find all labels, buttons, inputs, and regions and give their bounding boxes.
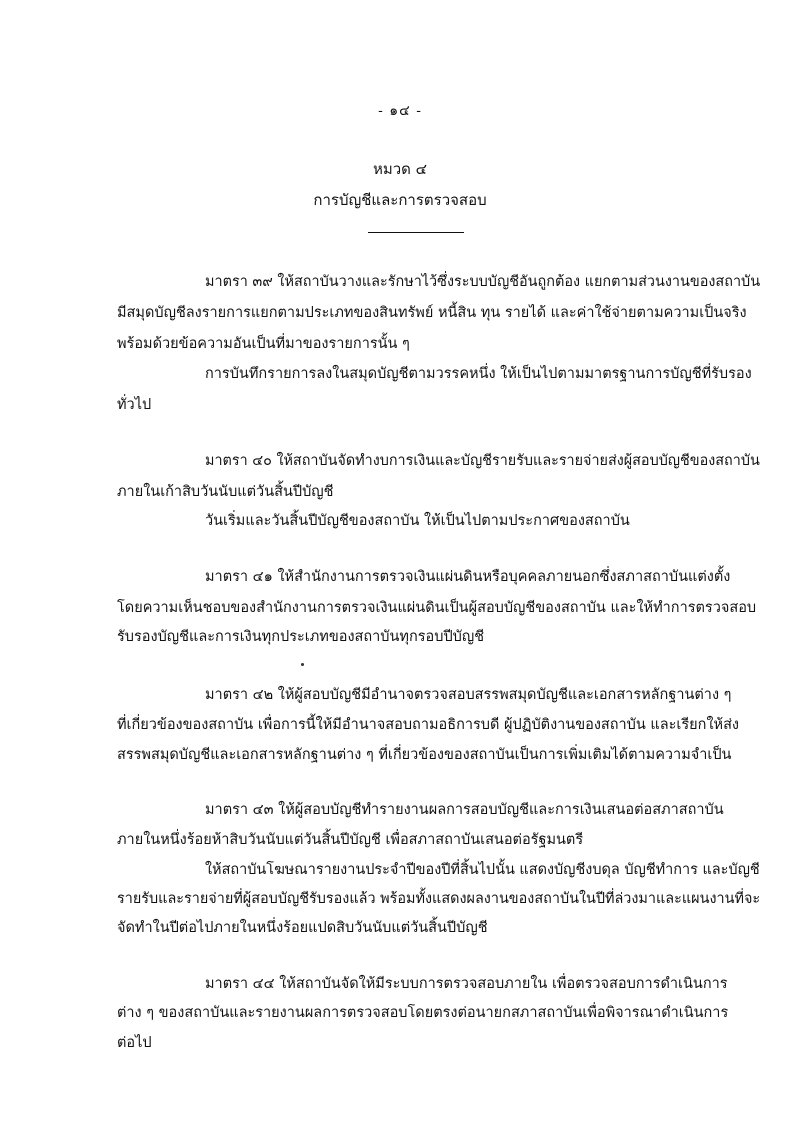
section-39-line-2: มีสมุดบัญชีลงรายการแยกตามประเภทของสินทรัพย์ หนี้สิน ทุน รายได้ และค่าใช้จ่ายตามความเป็นจริง — [117, 305, 747, 321]
section-40-line-3: วันเริ่มและวันสิ้นปีบัญชีของสถาบัน ให้เป็นไปตามประกาศของสถาบัน — [205, 513, 630, 529]
section-44-line-1: มาตรา ๔๔ ให้สถาบันจัดให้มีระบบการตรวจสอบภายใน เพื่อตรวจสอบการดำเนินการ — [205, 976, 728, 992]
section-42-line-2: ที่เกี่ยวข้องของสถาบัน เพื่อการนี้ให้มีอำนาจสอบถามอธิการบดี ผู้ปฏิบัติงานของสถาบัน และเรียกให้ส่ง — [117, 717, 740, 733]
section-41-line-1: มาตรา ๔๑ ให้สำนักงานการตรวจเงินแผ่นดินหรือบุคคลภายนอกซึ่งสภาสถาบันแต่งตั้ง — [205, 569, 731, 585]
section-43-line-3: ให้สถาบันโฆษณารายงานประจำปีของปีที่สิ้นไปนั้น แสดงบัญชีงบดุล บัญชีทำการ และบัญชี — [205, 862, 760, 878]
section-43-line-2: ภายในหนึ่งร้อยห้าสิบวันนับแต่วันสิ้นปีบัญชี เพื่อสภาสถาบันเสนอต่อรัฐมนตรี — [117, 832, 584, 848]
section-39-line-1: มาตรา ๓๙ ให้สถาบันวางและรักษาไว้ซึ่งระบบบัญชีอันถูกต้อง แยกตามส่วนงานของสถาบัน — [205, 274, 761, 290]
chapter-title: การบัญชีและการตรวจสอบ — [313, 191, 487, 209]
section-42-line-1: มาตรา ๔๒ ให้ผู้สอบบัญชีมีอำนาจตรวจสอบสรรพสมุดบัญชีและเอกสารหลักฐานต่าง ๆ — [205, 687, 732, 703]
section-40-line-2: ภายในเก้าสิบวันนับแต่วันสิ้นปีบัญชี — [117, 484, 334, 500]
title-underline — [368, 232, 464, 233]
section-43-line-4: รายรับและรายจ่ายที่ผู้สอบบัญชีรับรองแล้ว พร้อมทั้งแสดงผลงานของสถาบันในปีที่ล่วงมาและแผนงานที่จะ — [117, 891, 761, 907]
section-44-line-3: ต่อไป — [117, 1035, 152, 1051]
section-39-line-3: พร้อมด้วยข้อความอันเป็นที่มาของรายการนั้น ๆ — [117, 336, 410, 352]
section-39-line-4: การบันทึกรายการลงในสมุดบัญชีตามวรรคหนึ่ง ให้เป็นไปตามมาตรฐานการบัญชีที่รับรอง — [205, 366, 752, 382]
section-41-line-3: รับรองบัญชีและการเงินทุกประเภทของสถาบันทุกรอบปีบัญชี — [117, 629, 485, 645]
section-41-line-2: โดยความเห็นชอบของสำนักงานการตรวจเงินแผ่นดินเป็นผู้สอบบัญชีของสถาบัน และให้ทำการตรวจสอบ — [117, 600, 757, 616]
section-43-line-5: จัดทำในปีต่อไปภายในหนึ่งร้อยแปดสิบวันนับแต่วันสิ้นปีบัญชี — [117, 920, 488, 936]
section-39-line-5: ทั่วไป — [117, 397, 152, 413]
section-42-line-3: สรรพสมุดบัญชีและเอกสารหลักฐานต่าง ๆ ที่เกี่ยวข้องของสถาบันเป็นการเพิ่มเติมได้ตามความจำเป็น — [117, 747, 732, 763]
speck-mark — [301, 663, 304, 666]
chapter-heading: หมวด ๔ — [372, 160, 428, 178]
section-43-line-1: มาตรา ๔๓ ให้ผู้สอบบัญชีทำรายงานผลการสอบบัญชีและการเงินเสนอต่อสภาสถาบัน — [205, 802, 724, 818]
section-40-line-1: มาตรา ๔๐ ให้สถาบันจัดทำงบการเงินและบัญชีรายรับและรายจ่ายส่งผู้สอบบัญชีของสถาบัน — [205, 453, 760, 469]
section-44-line-2: ต่าง ๆ ของสถาบันและรายงานผลการตรวจสอบโดยตรงต่อนายกสภาสถาบันเพื่อพิจารณาดำเนินการ — [117, 1005, 729, 1021]
page-number: - ๑๔ - — [378, 103, 422, 119]
